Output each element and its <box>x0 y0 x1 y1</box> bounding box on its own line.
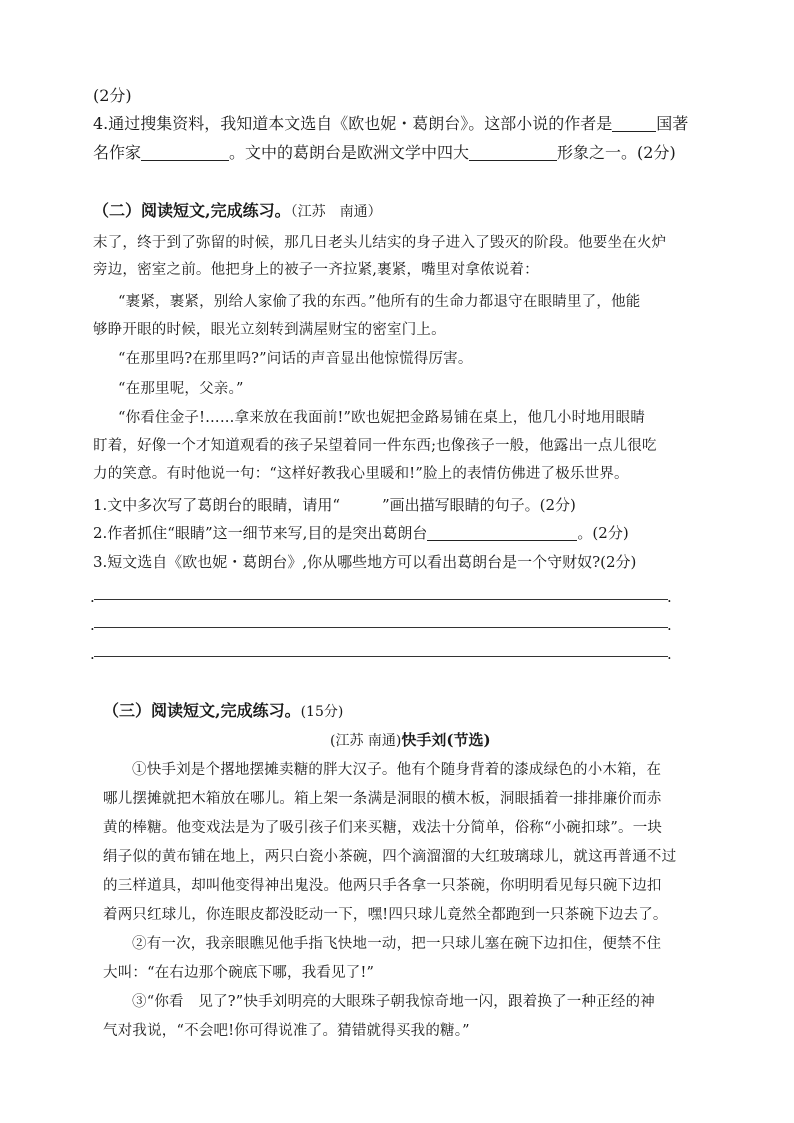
blank-author[interactable] <box>612 114 656 132</box>
answer-line-1[interactable] <box>94 598 668 600</box>
question-4-line-1: 4.通过搜集资料，我知道本文选自《欧也妮・葛朗台》。这部小说的作者是 国著 <box>93 114 689 133</box>
blank-answer-q2[interactable] <box>427 523 577 541</box>
article-line: 气对我说，“不会吧!你可得说准了。猜错就得买我的糖。” <box>103 1023 470 1039</box>
passage-line: 力的笑意。有时他说一句：“这样好教我心里暖和!”脸上的表情仿佛进了极乐世界。 <box>93 466 629 482</box>
answer-line-3[interactable] <box>94 655 668 657</box>
article-line: ②有一次，我亲眼瞧见他手指飞快地一动，把一只球儿塞在碗下边扣住，便禁不住 <box>132 936 662 952</box>
article-line: 黄的棒糖。他变戏法是为了吸引孩子们来买糖，戏法十分简单，俗称“小碗扣球”。一块 <box>103 820 663 836</box>
passage-line: “裹紧，裹紧，别给人家偷了我的东西。”他所有的生命力都退守在眼睛里了，他能 <box>118 294 641 310</box>
passage-line: 够睁开眼的时候，眼光立刻转到满屋财宝的密室门上。 <box>93 322 446 338</box>
question-2: 2.作者抓住“眼睛”这一细节来写,目的是突出葛朗台 。(2分) <box>93 524 629 542</box>
article-line: 大叫：“在右边那个碗底下哪，我看见了!” <box>103 965 375 981</box>
passage-line: “在那里呢，父亲。” <box>118 381 244 397</box>
article-title: (江苏 南通)快手刘(节选) <box>330 731 491 749</box>
passage-line: “你看住金子!……拿来放在我面前!”欧也妮把金路易铺在桌上，他几小时地用眼睛 <box>118 410 646 426</box>
line-dot: . <box>667 616 672 634</box>
question-4-line-2: 名作家 。文中的葛朗台是欧洲文学中四大 形象之一。(2分) <box>93 143 676 162</box>
question-3: 3.短文选自《欧也妮・葛朗台》,你从哪些地方可以看出葛朗台是一个守财奴?(2分) <box>93 553 637 571</box>
line-dot: . <box>90 616 95 634</box>
blank-image[interactable] <box>469 143 557 161</box>
article-line: 的三样道具，却叫他变得神出鬼没。他两只手各拿一只茶碗，你明明看见每只碗下边扣 <box>103 878 662 894</box>
score-note: (2分) <box>93 86 132 105</box>
article-line: ①快手刘是个撂地摆摊卖糖的胖大汉子。他有个随身背着的漆成绿色的小木箱，在 <box>132 762 662 778</box>
line-dot: . <box>667 645 672 663</box>
passage-line: 旁边，密室之前。他把身上的被子一齐拉紧,裹紧，嘴里对拿侬说着： <box>93 262 539 278</box>
wavy-underline-mark <box>340 497 382 511</box>
article-line: 哪儿摆摊就把木箱放在哪儿。箱上架一条满是洞眼的横木板，洞眼插着一排排廉价而赤 <box>103 791 662 807</box>
line-dot: . <box>90 588 95 606</box>
passage-line: 盯着，好像一个才知道观看的孩子呆望着同一件东西;也像孩子一般，他露出一点儿很吃 <box>93 438 657 454</box>
blank-nationality[interactable] <box>141 143 229 161</box>
article-line: 绢子似的黄布铺在地上，两只白瓷小茶碗，四个滴溜溜的大红玻璃球儿，就这再普通不过 <box>103 849 677 865</box>
passage-line: “在那里吗?在那里吗?”问话的声音显出他惊慌得厉害。 <box>118 351 473 367</box>
section-2-heading: （二）阅读短文,完成练习。（江苏 南通） <box>93 201 382 220</box>
answer-line-2[interactable] <box>94 626 668 628</box>
article-line: 着两只红球儿，你连眼皮都没眨动一下，嘿!四只球儿竟然全都跑到一只茶碗下边去了。 <box>103 907 668 923</box>
section-3-heading: （三）阅读短文,完成练习。(15分) <box>103 701 344 720</box>
article-line: ③“你看 见了?”快手刘明亮的大眼珠子朝我惊奇地一闪，跟着换了一种正经的神 <box>132 994 655 1010</box>
line-dot: . <box>90 645 95 663</box>
question-1: 1.文中多次写了葛朗台的眼睛，请用“ ”画出描写眼睛的句子。(2分) <box>93 496 576 514</box>
passage-line: 末了，终于到了弥留的时候，那几日老头儿结实的身子进入了毁灭的阶段。他要坐在火炉 <box>93 235 667 251</box>
line-dot: . <box>667 588 672 606</box>
